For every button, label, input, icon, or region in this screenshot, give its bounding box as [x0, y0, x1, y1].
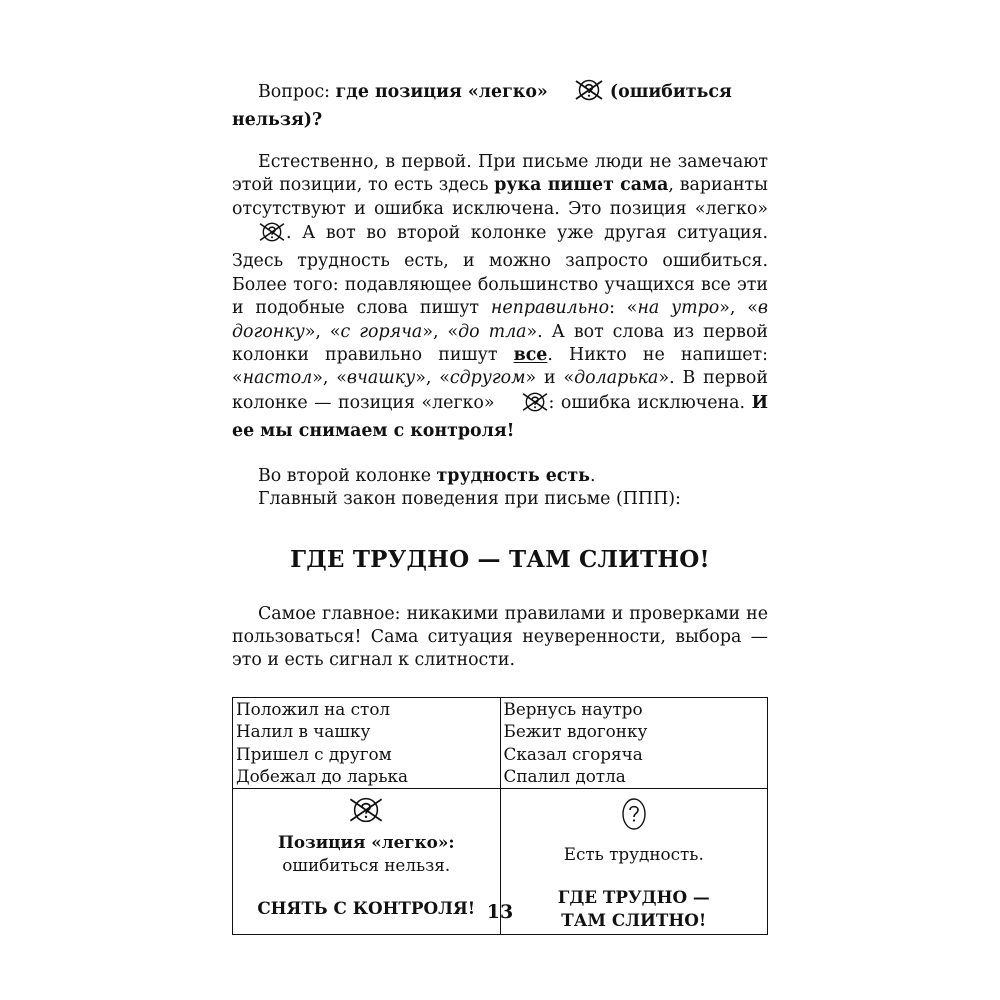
example-line: Положил на стол: [236, 698, 391, 719]
text-run: », «: [719, 298, 758, 319]
explanation-paragraph: [232, 151, 768, 444]
italic-run: с горяча: [340, 321, 423, 342]
text-run: », «: [415, 368, 450, 389]
text-run: : «: [609, 298, 638, 319]
example-line: Пришел с другом: [236, 743, 392, 764]
crossed-question-icon: [232, 221, 286, 250]
easy-title: Позиция «легко»:: [277, 831, 455, 852]
text-run: . Никто не напишет: «: [232, 345, 769, 389]
hard-action-line1: ГДЕ ТРУДНО —: [557, 886, 710, 907]
text-run: , варианты отсутствуют и ошибка исключена. Это позиция «легко»: [232, 175, 769, 219]
page-number: 13: [486, 901, 514, 923]
question-bold-b: (ошибиться нельзя)?: [232, 82, 732, 131]
easy-examples-cell: [233, 697, 501, 788]
example-line: Вернусь наутро: [503, 698, 643, 719]
hard-action-line2: ТАМ СЛИТНО!: [561, 909, 707, 930]
easy-note: ошибиться нельзя.: [282, 854, 451, 875]
text-run: ». В первой колонке — позиция «легко»: [232, 368, 768, 413]
text-run: », «: [304, 321, 341, 342]
text-run: » и «: [525, 368, 575, 389]
example-line: Сказал сгоряча: [503, 743, 643, 764]
question-lead: Вопрос:: [258, 82, 336, 102]
italic-run: до тла: [458, 321, 527, 342]
example-line: Спалил дотла: [503, 766, 626, 787]
question-paragraph: [232, 78, 768, 133]
text-run: : ошибка исключена.: [548, 392, 752, 413]
crossed-question-icon: [495, 391, 549, 420]
text-run: . А вот во второй колонке уже другая ситуация. Здесь трудность есть, и можно запросто ошибиться. Более того: подавляющее большинство учащихся все эти и подобные слова пишут: [232, 223, 768, 319]
crossed-question-icon: [233, 789, 500, 831]
hard-examples-cell: [500, 697, 768, 788]
text-run: ». А вот слова из первой колонки правильно пишут: [232, 321, 768, 366]
law-line: Главный закон поведения при письме (ППП):: [258, 489, 681, 510]
example-line: Бежит вдогонку: [503, 721, 648, 742]
page-body: [232, 74, 768, 935]
italic-run: сдругом: [449, 368, 526, 389]
text-run: Во второй колонке: [258, 465, 437, 486]
text-run: », «: [422, 321, 459, 342]
bold-run: И ее мы снимаем с контроля!: [232, 392, 768, 442]
hard-note: Есть трудность.: [563, 843, 704, 864]
text-run: Естественно, в первой. При письме люди не замечают этой позиции, то есть здесь: [232, 151, 768, 196]
text-run: », «: [312, 368, 347, 389]
difficulty-line: [232, 465, 768, 488]
example-line: Добежал до ларька: [236, 766, 409, 787]
main-rule-heading: ГДЕ ТРУДНО — ТАМ СЛИТНО!: [290, 545, 710, 573]
text-run: .: [589, 465, 596, 486]
question-bold-a: где позиция «легко»: [335, 82, 548, 102]
advice-paragraph: Самое главное: никакими правилами и проверками не пользоваться! Сама ситуация неуверенности, выбора — это и есть сигнал к слитности.: [232, 603, 768, 671]
example-line: Налил в чашку: [236, 721, 371, 742]
italic-run: неправильно: [490, 298, 610, 319]
underlined-run: все: [513, 345, 548, 366]
bold-run: трудность есть: [436, 465, 590, 486]
crossed-question-icon: [548, 78, 604, 109]
italic-run: в догонку: [232, 298, 768, 342]
examples-table: [232, 697, 768, 935]
bold-run: рука пишет сама: [494, 175, 669, 196]
easy-action: СНЯТЬ С КОНТРОЛЯ!: [257, 897, 476, 918]
italic-run: доларька: [574, 368, 659, 389]
italic-run: вчашку: [346, 368, 416, 389]
question-icon: [501, 789, 768, 837]
italic-run: настол: [242, 368, 313, 389]
italic-run: на утро: [637, 298, 720, 319]
